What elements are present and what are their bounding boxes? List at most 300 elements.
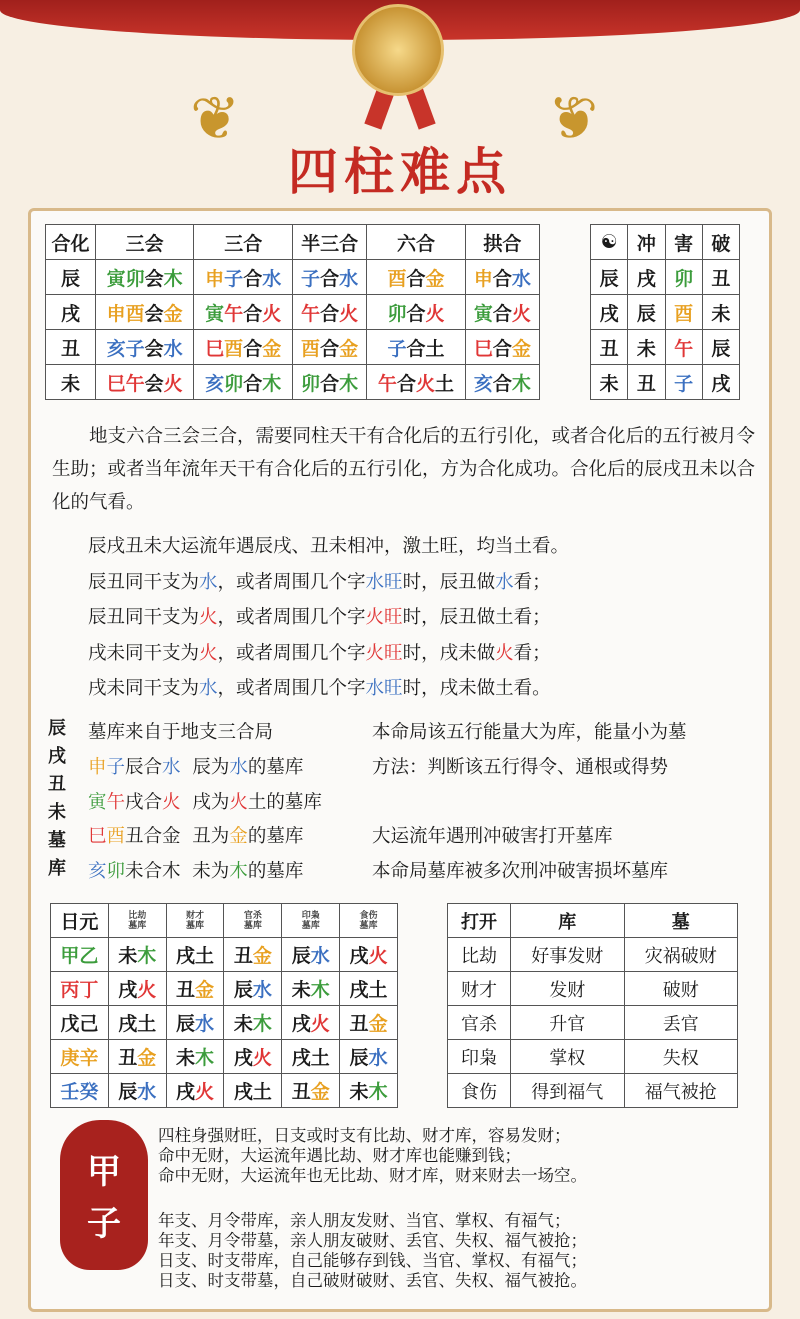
- text-segment: 火: [495, 643, 514, 664]
- text-segment: 寅: [88, 792, 107, 813]
- text-segment: 丑: [233, 945, 253, 967]
- text-segment: 申酉: [106, 302, 145, 325]
- table-cell: [665, 295, 702, 330]
- table-cell: [465, 330, 539, 365]
- text-segment: 火: [229, 792, 248, 813]
- text-segment: 水: [229, 757, 248, 778]
- text-segment: 卯: [387, 302, 407, 325]
- text-segment: 水: [137, 1081, 157, 1103]
- table-cell: 灾祸破财: [624, 938, 738, 972]
- text-segment: 辰: [599, 267, 619, 290]
- table-cell: [591, 295, 628, 330]
- muku-line-left: [88, 822, 303, 848]
- table-cell: 升官: [511, 1006, 625, 1040]
- text-segment: 合: [492, 337, 512, 360]
- table-cell: [628, 330, 665, 365]
- text-segment: 申: [88, 757, 107, 778]
- text-segment: 子: [301, 267, 321, 290]
- table-cell: [340, 938, 398, 972]
- table-row: [51, 1074, 398, 1108]
- header-row: [591, 225, 740, 260]
- note-line: 日支、时支带墓，自己破财破财、丢官、失权、福气被抢。: [158, 1271, 587, 1290]
- table-row: [448, 1074, 738, 1108]
- table-cell: [702, 295, 739, 330]
- text-segment: 本命局该五行能量大为库，能量小为墓: [372, 722, 687, 743]
- text-segment: 木: [163, 267, 183, 290]
- text-segment: 戌: [636, 267, 656, 290]
- text-segment: 的墓库: [247, 861, 304, 882]
- text-segment: 火: [195, 1081, 215, 1103]
- text-segment: 木: [195, 1047, 215, 1069]
- table-row: [46, 365, 540, 400]
- text-segment: 本命局墓库被多次刑冲破害损坏墓库: [372, 861, 669, 882]
- header-row: [448, 904, 738, 938]
- table-cell: [224, 1074, 282, 1108]
- text-segment: 未: [636, 337, 656, 360]
- table-cell: 印枭: [448, 1040, 511, 1074]
- text-segment: 丑: [599, 337, 619, 360]
- text-segment: 丙丁: [60, 979, 99, 1001]
- table-cell: [591, 330, 628, 365]
- header-row: [51, 904, 398, 938]
- text-segment: 合: [492, 267, 512, 290]
- text-segment: 戌: [291, 1013, 311, 1035]
- table-cell: 得到福气: [511, 1074, 625, 1108]
- header-cell: [194, 225, 293, 260]
- text-segment: 戌: [118, 979, 138, 1001]
- text-segment: 水: [511, 267, 531, 290]
- text-segment: 火: [262, 302, 282, 325]
- text-segment: 金: [163, 302, 183, 325]
- text-segment: 合: [406, 302, 426, 325]
- table-cell: [46, 260, 96, 295]
- text-segment: 木: [368, 1081, 388, 1103]
- text-segment: 金: [310, 1081, 330, 1103]
- text-segment: 丑: [118, 1047, 138, 1069]
- text-segment: 冲: [636, 232, 656, 255]
- text-segment: 金: [229, 826, 248, 847]
- table-cell: [367, 330, 466, 365]
- header-cell: [108, 904, 166, 938]
- header-cell: [628, 225, 665, 260]
- table-cell: [702, 365, 739, 400]
- rule-line: [88, 674, 551, 700]
- header-cell: [166, 904, 224, 938]
- table-row: [51, 1040, 398, 1074]
- text-segment: 寅: [473, 302, 493, 325]
- paragraph-intro: 地支六合三会三合，需要同柱天干有合化后的五行引化，或者合化后的五行被月令生助；或者当年流年天干有合化后的五行引化，方为合化成功。合化后的辰戌丑未以合化的气看。: [52, 426, 756, 513]
- text-segment: ，或者周围几个字: [217, 572, 366, 593]
- table-cell: [46, 295, 96, 330]
- table-cell: 失权: [624, 1040, 738, 1074]
- header-label: 印枭墓库: [301, 910, 320, 931]
- muku-line-left: [88, 857, 303, 883]
- table-row: [46, 295, 540, 330]
- text-segment: 的墓库: [247, 826, 304, 847]
- table-row: [46, 260, 540, 295]
- table-cell: [591, 365, 628, 400]
- text-segment: ，或者周围几个字: [217, 607, 366, 628]
- text-segment: 未: [176, 1047, 196, 1069]
- text-segment: 戌: [233, 1047, 253, 1069]
- table-row: [448, 1006, 738, 1040]
- text-segment: 子: [674, 372, 694, 395]
- table-cell: [282, 1040, 340, 1074]
- header-cell: 打开: [448, 904, 511, 938]
- text-segment: 子: [387, 337, 407, 360]
- table-row: [448, 1040, 738, 1074]
- table-cell: [702, 260, 739, 295]
- table-cell: [95, 365, 194, 400]
- text-segment: 水: [262, 267, 282, 290]
- table-cell: [166, 1074, 224, 1108]
- text-segment: 火: [163, 372, 183, 395]
- text-segment: 未: [60, 372, 80, 395]
- table-row: [591, 260, 740, 295]
- text-segment: 未: [291, 979, 311, 1001]
- text-segment: 丑: [349, 1013, 369, 1035]
- muku-line-left: [88, 788, 322, 814]
- table-cell: [465, 365, 539, 400]
- text-segment: 戌: [349, 945, 369, 967]
- table-row: [448, 972, 738, 1006]
- text-segment: 水: [162, 757, 181, 778]
- riyuan-muku-table: [50, 903, 398, 1108]
- text-segment: 看；: [513, 643, 551, 664]
- table-cell: [108, 938, 166, 972]
- table-cell: [108, 1074, 166, 1108]
- text-segment: 戊己: [60, 1013, 99, 1035]
- header-label: 财才墓库: [186, 910, 205, 931]
- text-segment: 金: [252, 945, 272, 967]
- table-cell: [702, 330, 739, 365]
- table-cell: [194, 295, 293, 330]
- rule-line: [88, 603, 551, 629]
- text-segment: 火: [511, 302, 531, 325]
- text-segment: 辰合: [125, 757, 163, 778]
- text-segment: 午: [674, 337, 694, 360]
- text-segment: ，或者周围几个字: [217, 678, 366, 699]
- text-segment: 会: [144, 337, 164, 360]
- note-line: 命中无财，大运流年也无比劫、财才库，财来财去一场空。: [158, 1166, 587, 1185]
- table-cell: [194, 365, 293, 400]
- table-cell: 掌权: [511, 1040, 625, 1074]
- table-cell: [292, 365, 366, 400]
- text-segment: 未: [599, 372, 619, 395]
- rule-line: [88, 568, 551, 594]
- text-segment: 巳: [88, 826, 107, 847]
- text-segment: 合: [243, 337, 263, 360]
- rule-line: [88, 639, 551, 665]
- table-cell: 发财: [511, 972, 625, 1006]
- text-segment: 火: [162, 792, 181, 813]
- text-segment: ，或者周围几个字: [217, 643, 366, 664]
- text-segment: 金: [425, 267, 445, 290]
- text-segment: 戌土: [176, 945, 215, 967]
- text-segment: 火: [199, 643, 218, 664]
- table-cell: [224, 1006, 282, 1040]
- table-cell: [95, 295, 194, 330]
- text-segment: 亥: [88, 861, 107, 882]
- text-segment: 子: [224, 267, 244, 290]
- text-segment: 午: [377, 372, 397, 395]
- text-segment: 戌土: [233, 1081, 272, 1103]
- text-segment: 水: [310, 945, 330, 967]
- table-cell: [628, 295, 665, 330]
- table-cell: [628, 260, 665, 295]
- header-label: 官杀墓库: [243, 910, 262, 931]
- table-row: [591, 295, 740, 330]
- text-segment: 水: [252, 979, 272, 1001]
- text-segment: 酉: [224, 337, 244, 360]
- text-segment: 酉: [387, 267, 407, 290]
- text-segment: 金: [195, 979, 215, 1001]
- header-cell: [224, 904, 282, 938]
- text-segment: 合化: [51, 232, 90, 255]
- text-segment: 合: [320, 337, 340, 360]
- text-segment: 会: [144, 267, 164, 290]
- table-cell: [108, 1040, 166, 1074]
- text-segment: 申: [473, 267, 493, 290]
- table-cell: [224, 972, 282, 1006]
- text-segment: 戌合: [125, 792, 163, 813]
- text-segment: 金: [368, 1013, 388, 1035]
- text-segment: 合: [243, 267, 263, 290]
- text-segment: 戌: [711, 372, 731, 395]
- header-cell: [95, 225, 194, 260]
- text-segment: 合: [492, 372, 512, 395]
- header-label: 食伤墓库: [359, 910, 378, 931]
- text-segment: 午: [106, 792, 126, 813]
- text-segment: 亥: [473, 372, 493, 395]
- table-cell: [51, 972, 109, 1006]
- text-segment: 木: [339, 372, 359, 395]
- text-segment: 亥: [205, 372, 225, 395]
- muku-line-right: [372, 857, 668, 883]
- text-segment: 戌土: [291, 1047, 330, 1069]
- table-cell: [51, 1006, 109, 1040]
- text-segment: 未: [233, 1013, 253, 1035]
- table-cell: 破财: [624, 972, 738, 1006]
- text-segment: 看；: [513, 572, 551, 593]
- text-segment: 火旺: [365, 643, 403, 664]
- table-cell: [340, 972, 398, 1006]
- text-segment: 拱合: [483, 232, 522, 255]
- note-line: 四柱身强财旺，日支或时支有比劫、财才库，容易发财；: [158, 1126, 571, 1145]
- text-segment: 金: [511, 337, 531, 360]
- header-cell: [292, 225, 366, 260]
- text-segment: 辰: [233, 979, 253, 1001]
- table-row: [448, 938, 738, 972]
- text-segment: 六合: [396, 232, 435, 255]
- table-cell: [665, 260, 702, 295]
- table-cell: 比劫: [448, 938, 511, 972]
- muku-line-right: [372, 718, 687, 744]
- table-cell: [51, 938, 109, 972]
- chong-hai-po-table: [590, 224, 740, 400]
- text-segment: 木: [137, 945, 157, 967]
- text-segment: 水: [368, 1047, 388, 1069]
- text-segment: 合土: [406, 337, 445, 360]
- text-segment: 辰: [349, 1047, 369, 1069]
- text-segment: 方法：判断该五行得令、通根或得势: [372, 757, 669, 778]
- table-cell: [194, 330, 293, 365]
- text-segment: 合: [320, 302, 340, 325]
- muku-line-right: [372, 753, 668, 779]
- text-segment: 丑合金 丑为: [125, 826, 230, 847]
- text-segment: 丑: [176, 979, 196, 1001]
- table-cell: 食伤: [448, 1074, 511, 1108]
- text-segment: 大运流年遇刑冲破害打开墓库: [372, 826, 613, 847]
- muku-line-left: [88, 753, 303, 779]
- table-cell: [465, 260, 539, 295]
- table-cell: [367, 365, 466, 400]
- text-segment: 木: [262, 372, 282, 395]
- muku-line-left: [88, 718, 273, 744]
- text-segment: 辰丑同干支为: [88, 572, 200, 593]
- header-cell: [465, 225, 539, 260]
- table-cell: [591, 260, 628, 295]
- text-segment: 戌土: [349, 979, 388, 1001]
- table-cell: [665, 365, 702, 400]
- table-cell: 好事发财: [511, 938, 625, 972]
- text-segment: 水: [195, 1013, 215, 1035]
- text-segment: 亥子: [106, 337, 145, 360]
- table-cell: [282, 1074, 340, 1108]
- text-segment: 合: [243, 302, 263, 325]
- text-segment: 火: [310, 1013, 330, 1035]
- header-cell: [665, 225, 702, 260]
- text-segment: 合: [492, 302, 512, 325]
- text-segment: 丑: [711, 267, 731, 290]
- text-segment: 辰: [176, 1013, 196, 1035]
- text-segment: 未: [711, 302, 731, 325]
- text-segment: 戌: [599, 302, 619, 325]
- text-segment: 戌: [176, 1081, 196, 1103]
- text-segment: 未合木 未为: [125, 861, 230, 882]
- text-segment: 水: [199, 572, 218, 593]
- text-segment: 合: [320, 267, 340, 290]
- text-segment: 水旺: [365, 678, 403, 699]
- table-cell: [166, 972, 224, 1006]
- table-cell: [292, 295, 366, 330]
- table-row: [51, 1006, 398, 1040]
- text-segment: 的墓库: [247, 757, 304, 778]
- table-cell: [367, 295, 466, 330]
- text-segment: 土: [434, 372, 454, 395]
- text-segment: 子: [106, 757, 126, 778]
- text-segment: 合: [406, 267, 426, 290]
- header-label: 比劫墓库: [128, 910, 147, 931]
- text-segment: 丑: [60, 337, 80, 360]
- text-segment: 巳: [205, 337, 225, 360]
- table-cell: [340, 1074, 398, 1108]
- table-cell: [95, 330, 194, 365]
- text-segment: 丑: [636, 372, 656, 395]
- text-segment: 申: [205, 267, 225, 290]
- header-cell: [702, 225, 739, 260]
- table-row: [51, 938, 398, 972]
- note-line: 命中无财，大运流年遇比劫、财才库也能赚到钱；: [158, 1146, 521, 1165]
- table-cell: [46, 365, 96, 400]
- text-segment: 合: [320, 372, 340, 395]
- table-cell: [465, 295, 539, 330]
- text-segment: 破: [711, 232, 731, 255]
- text-segment: 丑: [291, 1081, 311, 1103]
- text-segment: 辰丑同干支为: [88, 607, 200, 628]
- table-cell: [194, 260, 293, 295]
- table-cell: [166, 938, 224, 972]
- rule-line: [88, 532, 569, 558]
- table-cell: [51, 1040, 109, 1074]
- table-row: [51, 972, 398, 1006]
- text-segment: 金: [137, 1047, 157, 1069]
- header-cell: 库: [511, 904, 625, 938]
- text-segment: 酉: [301, 337, 321, 360]
- text-segment: 午: [301, 302, 321, 325]
- text-segment: 时，辰丑做土看；: [402, 607, 551, 628]
- text-segment: 火: [137, 979, 157, 1001]
- text-segment: 金: [262, 337, 282, 360]
- header-cell: 墓: [624, 904, 738, 938]
- text-segment: 日元: [60, 911, 99, 933]
- text-segment: 水: [199, 678, 218, 699]
- table-cell: [108, 972, 166, 1006]
- text-segment: 火: [425, 302, 445, 325]
- table-cell: [292, 260, 366, 295]
- text-segment: 卯: [301, 372, 321, 395]
- table-cell: [282, 1006, 340, 1040]
- text-segment: 戌: [60, 302, 80, 325]
- text-segment: 酉: [106, 826, 126, 847]
- note-line: 日支、时支带库，自己能够存到钱、当官、掌权、有福气；: [158, 1251, 587, 1270]
- text-segment: 辰: [636, 302, 656, 325]
- header-cell: [340, 904, 398, 938]
- header-cell: [367, 225, 466, 260]
- muku-side-label: 辰戌丑未墓库: [48, 718, 66, 879]
- text-segment: 辰: [711, 337, 731, 360]
- text-segment: 午: [224, 302, 244, 325]
- text-segment: 寅卯: [106, 267, 145, 290]
- table-cell: [224, 1040, 282, 1074]
- text-segment: 火: [368, 945, 388, 967]
- wheat-icon: ❦: [548, 84, 599, 154]
- text-segment: 合: [243, 372, 263, 395]
- text-segment: 时，戌未做土看。: [402, 678, 551, 699]
- text-segment: 金: [339, 337, 359, 360]
- text-segment: 卯: [106, 861, 126, 882]
- note-line: 年支、月令带墓，亲人朋友破财、丢官、失权、福气被抢；: [158, 1231, 587, 1250]
- text-segment: 土的墓库: [247, 792, 322, 813]
- text-segment: 卯: [224, 372, 244, 395]
- text-segment: 会: [144, 302, 164, 325]
- text-segment: 木: [252, 1013, 272, 1035]
- table-cell: [665, 330, 702, 365]
- text-segment: 戌为: [180, 792, 230, 813]
- text-segment: 害: [674, 232, 694, 255]
- text-segment: 火: [252, 1047, 272, 1069]
- text-segment: 木: [310, 979, 330, 1001]
- text-segment: 半三合: [301, 232, 359, 255]
- text-segment: 水旺: [365, 572, 403, 593]
- text-segment: 会: [144, 372, 164, 395]
- text-segment: 火: [199, 607, 218, 628]
- text-segment: 水: [339, 267, 359, 290]
- table-cell: [224, 938, 282, 972]
- text-segment: 寅: [205, 302, 225, 325]
- table-cell: 福气被抢: [624, 1074, 738, 1108]
- text-segment: 辰: [118, 1081, 138, 1103]
